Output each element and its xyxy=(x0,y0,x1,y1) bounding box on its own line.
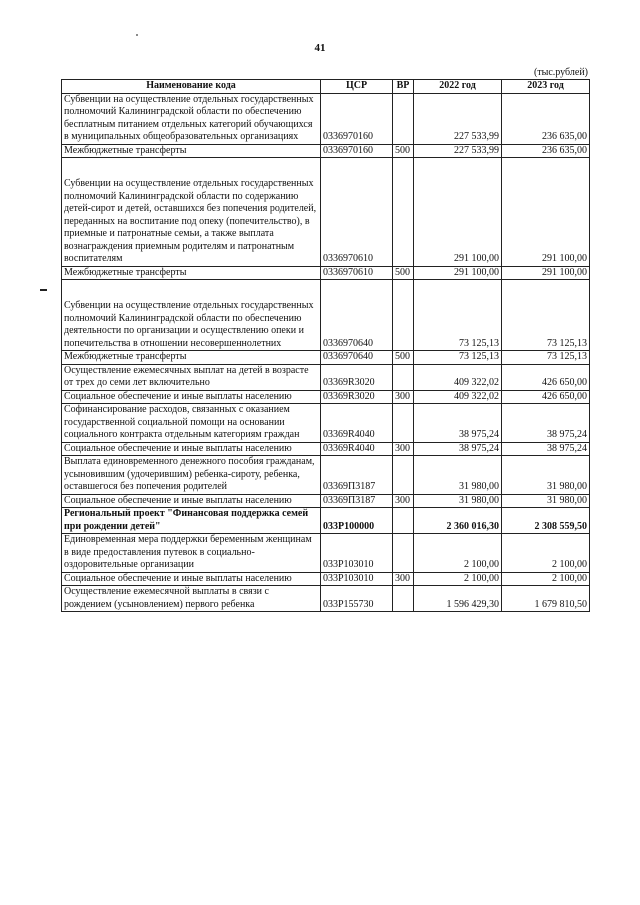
table-row xyxy=(62,586,590,612)
header-name: Наименование кода xyxy=(62,80,321,94)
row-2022: 73 125,13 xyxy=(414,280,502,351)
table-row xyxy=(62,364,590,390)
table-row xyxy=(62,280,590,351)
row-2022: 227 533,99 xyxy=(414,144,502,158)
row-vr: 300 xyxy=(393,390,414,404)
row-2022: 73 125,13 xyxy=(414,351,502,365)
row-vr xyxy=(393,456,414,495)
speck-mark xyxy=(136,34,138,36)
header-vr: ВР xyxy=(393,80,414,94)
table-row xyxy=(62,534,590,573)
row-vr xyxy=(393,404,414,443)
row-vr xyxy=(393,364,414,390)
table-row xyxy=(62,351,590,365)
row-2022: 291 100,00 xyxy=(414,158,502,267)
row-name: Выплата единовременного денежного пособия гражданам, усыновившим (удочерившим) ребенка-сироту, ребенка, оставшегося без попечения родителей xyxy=(62,456,321,495)
row-2023: 291 100,00 xyxy=(502,158,590,267)
row-vr xyxy=(393,508,414,534)
row-csr: 0336970160 xyxy=(321,93,393,144)
row-2022: 291 100,00 xyxy=(414,266,502,280)
row-2022: 2 100,00 xyxy=(414,534,502,573)
row-2023: 31 980,00 xyxy=(502,494,590,508)
row-2023: 236 635,00 xyxy=(502,144,590,158)
units-label: (тыс.рублей) xyxy=(533,67,588,78)
row-name: Субвенции на осуществление отдельных государственных полномочий Калининградской области по содержанию детей-сирот и детей, оставшихся без попечения родителей, переданных на воспитание под опеку (попечительство), в приемные и патронатные семьи, а также выплата вознаграждения приемным родителям и патронатным воспитателям xyxy=(62,158,321,267)
row-2022: 38 975,24 xyxy=(414,442,502,456)
row-2023: 2 100,00 xyxy=(502,534,590,573)
row-vr xyxy=(393,534,414,573)
row-name: Социальное обеспечение и иные выплаты населению xyxy=(62,442,321,456)
row-csr: 0336970610 xyxy=(321,158,393,267)
row-2023: 1 679 810,50 xyxy=(502,586,590,612)
table-row xyxy=(62,158,590,267)
row-name: Социальное обеспечение и иные выплаты населению xyxy=(62,572,321,586)
row-vr: 500 xyxy=(393,144,414,158)
row-2023: 73 125,13 xyxy=(502,280,590,351)
row-2022: 2 100,00 xyxy=(414,572,502,586)
row-name: Межбюджетные трансферты xyxy=(62,351,321,365)
row-name: Субвенции на осуществление отдельных государственных полномочий Калининградской области по обеспечению бесплатным питанием отдельных категорий обучающихся в муниципальных общеобразовательных организациях xyxy=(62,93,321,144)
row-2023: 38 975,24 xyxy=(502,404,590,443)
row-vr xyxy=(393,586,414,612)
row-2022: 227 533,99 xyxy=(414,93,502,144)
row-2023: 426 650,00 xyxy=(502,364,590,390)
row-2022: 409 322,02 xyxy=(414,390,502,404)
row-csr: 0336970610 xyxy=(321,266,393,280)
row-2023: 2 308 559,50 xyxy=(502,508,590,534)
row-csr: 03369П3187 xyxy=(321,456,393,495)
table-row xyxy=(62,456,590,495)
row-2023: 236 635,00 xyxy=(502,93,590,144)
row-csr: 0336970640 xyxy=(321,351,393,365)
header-csr: ЦСР xyxy=(321,80,393,94)
table-header-row xyxy=(62,80,590,94)
row-name: Социальное обеспечение и иные выплаты населению xyxy=(62,494,321,508)
row-name: Субвенции на осуществление отдельных государственных полномочий Калининградской области по обеспечению деятельности по организации и осуществлению опеки и попечительства в отношении несовершеннолетних xyxy=(62,280,321,351)
row-name: Софинансирование расходов, связанных с оказанием государственной социальной помощи на основании социального контракта отдельным категориям граждан xyxy=(62,404,321,443)
row-vr: 300 xyxy=(393,494,414,508)
table-row xyxy=(62,494,590,508)
row-2023: 31 980,00 xyxy=(502,456,590,495)
row-2022: 31 980,00 xyxy=(414,456,502,495)
row-csr: 033P155730 xyxy=(321,586,393,612)
row-vr xyxy=(393,93,414,144)
row-2022: 409 322,02 xyxy=(414,364,502,390)
row-2023: 291 100,00 xyxy=(502,266,590,280)
budget-table xyxy=(61,79,590,612)
row-name: Единовременная мера поддержки беременным женщинам в виде предоставления путевок в социально-оздоровительные организации xyxy=(62,534,321,573)
row-csr: 03369R3020 xyxy=(321,390,393,404)
row-vr xyxy=(393,280,414,351)
row-csr: 033P103010 xyxy=(321,534,393,573)
header-2022: 2022 год xyxy=(414,80,502,94)
row-name: Межбюджетные трансферты xyxy=(62,266,321,280)
row-vr: 300 xyxy=(393,442,414,456)
row-2023: 38 975,24 xyxy=(502,442,590,456)
row-vr: 500 xyxy=(393,351,414,365)
row-name: Региональный проект "Финансовая поддержка семей при рождении детей" xyxy=(62,508,321,534)
row-vr: 300 xyxy=(393,572,414,586)
table-row xyxy=(62,93,590,144)
table-row xyxy=(62,266,590,280)
row-csr: 033P103010 xyxy=(321,572,393,586)
row-2023: 426 650,00 xyxy=(502,390,590,404)
row-2022: 2 360 016,30 xyxy=(414,508,502,534)
row-csr: 03369П3187 xyxy=(321,494,393,508)
header-2023: 2023 год xyxy=(502,80,590,94)
table-row xyxy=(62,572,590,586)
table-row xyxy=(62,442,590,456)
row-csr: 03369R3020 xyxy=(321,364,393,390)
table-row xyxy=(62,404,590,443)
row-name: Осуществление ежемесячной выплаты в связи с рождением (усыновлением) первого ребенка xyxy=(62,586,321,612)
row-csr: 033P100000 xyxy=(321,508,393,534)
row-name: Межбюджетные трансферты xyxy=(62,144,321,158)
row-2023: 73 125,13 xyxy=(502,351,590,365)
table-row xyxy=(62,508,590,534)
row-name: Социальное обеспечение и иные выплаты населению xyxy=(62,390,321,404)
table-row xyxy=(62,390,590,404)
row-vr xyxy=(393,158,414,267)
row-csr: 0336970640 xyxy=(321,280,393,351)
row-2022: 38 975,24 xyxy=(414,404,502,443)
row-2022: 1 596 429,30 xyxy=(414,586,502,612)
row-name: Осуществление ежемесячных выплат на детей в возрасте от трех до семи лет включительно xyxy=(62,364,321,390)
row-csr: 03369R4040 xyxy=(321,404,393,443)
row-2023: 2 100,00 xyxy=(502,572,590,586)
row-csr: 0336970160 xyxy=(321,144,393,158)
row-2022: 31 980,00 xyxy=(414,494,502,508)
table-row xyxy=(62,144,590,158)
row-csr: 03369R4040 xyxy=(321,442,393,456)
row-vr: 500 xyxy=(393,266,414,280)
margin-dash-mark xyxy=(40,289,47,291)
page-number: 41 xyxy=(314,42,326,54)
